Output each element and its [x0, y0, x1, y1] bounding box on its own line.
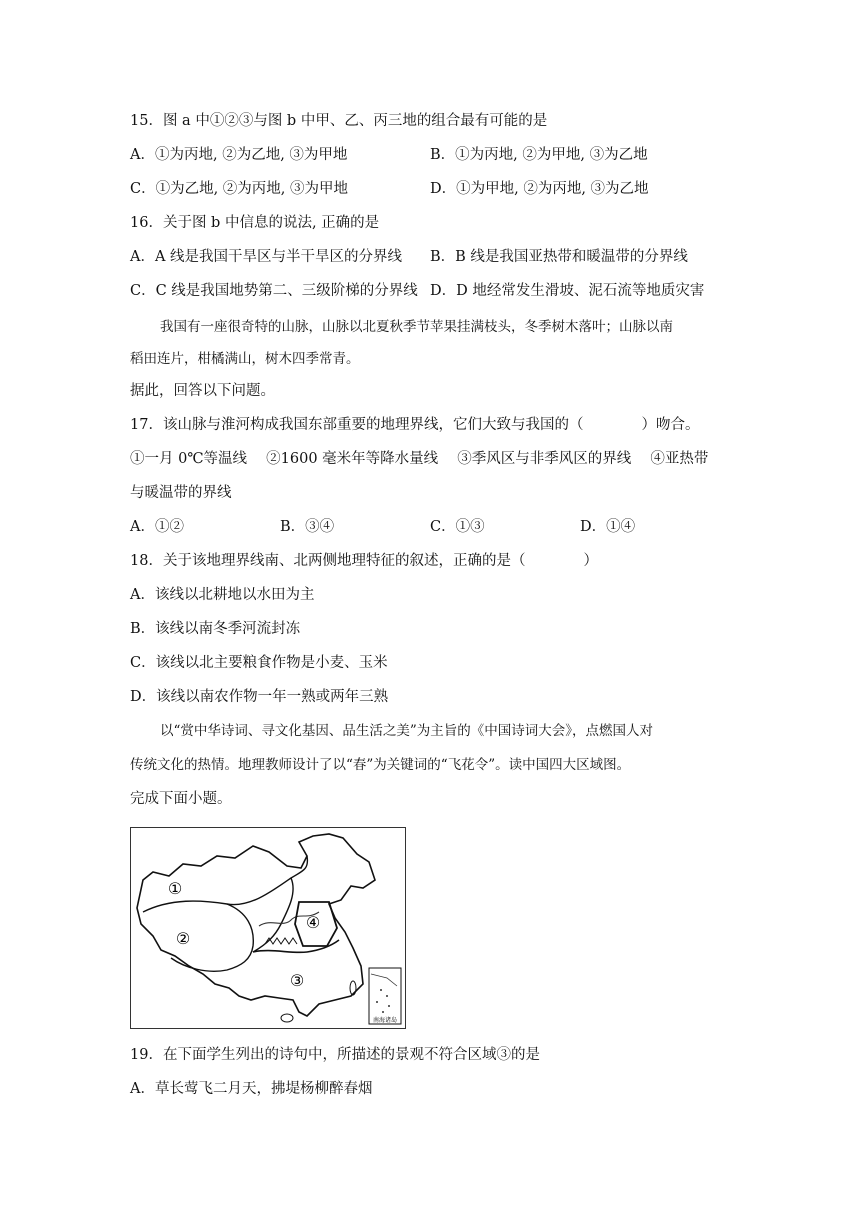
q19-option-a: A．草长莺飞二月天，拂堤杨柳醉春烟	[130, 1081, 373, 1097]
q16-option-c: C．C 线是我国地势第二、三级阶梯的分界线	[130, 283, 418, 299]
passage1-line3: 据此，回答以下问题。	[130, 383, 275, 399]
q15-option-b: B．①为丙地, ②为甲地, ③为乙地	[430, 147, 648, 163]
q18-option-d: D．该线以南农作物一年一熟或两年三熟	[130, 689, 389, 705]
q15-option-a: A．①为丙地, ②为乙地, ③为甲地	[130, 147, 348, 163]
q19-stem: 19．在下面学生列出的诗句中，所描述的景观不符合区域③的是	[130, 1047, 540, 1063]
q16-option-a: A．A 线是我国干旱区与半干旱区的分界线	[130, 249, 403, 265]
q17-option-b: B．③④	[280, 519, 335, 535]
passage2-line3: 完成下面小题。	[130, 791, 232, 807]
q15-option-c: C．①为乙地, ②为丙地, ③为甲地	[130, 181, 349, 197]
passage2-line1: 以“赏中华诗词、寻文化基因、品生活之美”为主旨的《中国诗词大会》，点燃国人对	[160, 723, 654, 739]
hainan-island	[281, 1014, 293, 1022]
china-outline	[137, 834, 375, 1016]
q17-items-line2: 与暖温带的界线	[130, 485, 232, 501]
passage2-line2: 传统文化的热情。地理教师设计了以“春”为关键词的“飞花令”。读中国四大区域图。	[130, 757, 631, 773]
q16-option-d: D．D 地经常发生滑坡、泥石流等地质灾害	[430, 283, 705, 299]
q17-items-line1: ①一月 0℃等温线 ②1600 毫米年等降水量线 ③季风区与非季风区的界线 ④亚热带	[130, 451, 709, 467]
region-label-2: ②	[175, 929, 191, 948]
map-drawing	[131, 828, 404, 1027]
mountain-symbol	[265, 938, 297, 944]
q17-option-c: C．①③	[430, 519, 485, 535]
south-china-sea-inset	[369, 968, 401, 1024]
passage1-line1: 我国有一座很奇特的山脉，山脉以北夏秋季节苹果挂满枝头，冬季树木落叶；山脉以南	[160, 319, 673, 335]
q18-option-a: A．该线以北耕地以水田为主	[130, 587, 315, 603]
q16-stem: 16．关于图 b 中信息的说法, 正确的是	[130, 215, 380, 231]
region-label-3: ③	[289, 971, 305, 990]
region-label-1: ①	[167, 879, 183, 898]
q17-stem: 17．该山脉与淮河构成我国东部重要的地理界线，它们大致与我国的（ ）吻合。	[130, 417, 700, 433]
q15-option-d: D．①为甲地, ②为丙地, ③为乙地	[430, 181, 649, 197]
inset-label: 南海诸岛	[372, 1017, 398, 1024]
region-label-4: ④	[305, 913, 321, 932]
q17-option-a: A．①②	[130, 519, 184, 535]
q18-stem: 18．关于该地理界线南、北两侧地理特征的叙述，正确的是（ ）	[130, 553, 598, 569]
q16-option-b: B．B 线是我国亚热带和暖温带的分界线	[430, 249, 688, 265]
q18-option-b: B．该线以南冬季河流封冻	[130, 621, 301, 637]
q15-stem: 15．图 a 中①②③与图 b 中甲、乙、丙三地的组合最有可能的是	[130, 113, 548, 129]
passage1-line2: 稻田连片，柑橘满山，树木四季常青。	[130, 351, 360, 367]
q17-option-d: D．①④	[580, 519, 636, 535]
q18-option-c: C．该线以北主要粮食作物是小麦、玉米	[130, 655, 388, 671]
china-four-regions-map	[130, 827, 406, 1029]
